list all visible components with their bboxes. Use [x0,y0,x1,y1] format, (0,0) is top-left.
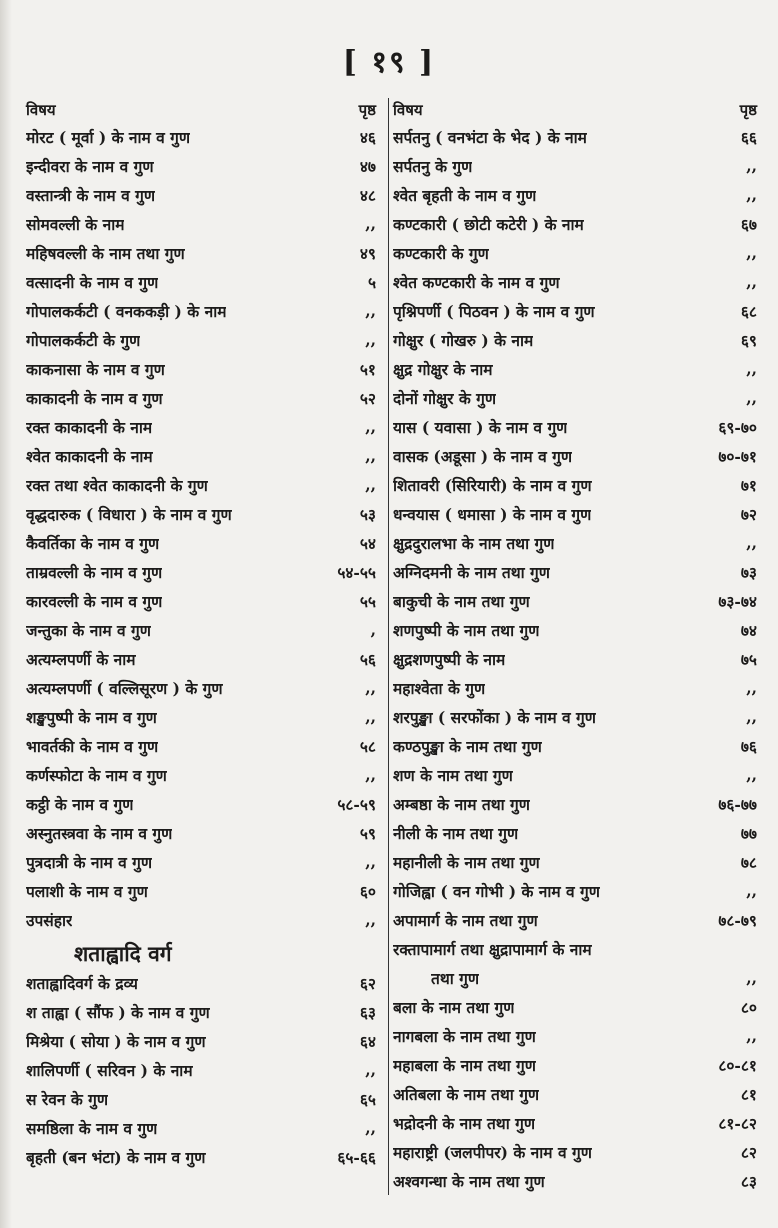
entry-title: यास ( यवासा ) के नाम व गुण [393,417,568,437]
entry-page: ६८ [740,301,757,321]
entry-page: ,, [365,910,376,929]
entry-title: बाकुची के नाम तथा गुण [393,591,530,611]
entry-title: रक्त तथा श्वेत काकादनी के गुण [26,475,208,495]
toc-entry [26,673,376,702]
entry-title: शालिपर्णी ( सरिवन ) के नाम [26,1060,193,1080]
toc-entry [26,557,376,586]
left-entries-top [26,122,376,934]
entry-page: ६४ [359,1031,376,1051]
entry-title: नीली के नाम तथा गुण [393,823,519,843]
entry-title: शरपुङ्खा ( सरफोंका ) के नाम व गुण [393,707,596,727]
entry-title: उपसंहार [26,910,73,930]
entry-page: ६९-७० [718,417,757,437]
entry-page: ,, [746,359,757,378]
toc-entry [26,586,376,615]
entry-title: अतिबला के नाम तथा गुण [393,1084,540,1104]
left-entries-bottom [26,968,376,1171]
toc-entry [26,702,376,731]
entry-title: महाराष्ट्री (जलपीपर) के नाम व गुण [393,1142,592,1162]
toc-entry [393,586,757,615]
entry-page: ७४ [740,620,757,640]
right-column [388,98,757,1195]
toc-entry [393,151,757,180]
entry-page: ६९ [740,330,757,350]
toc-entry [26,209,376,238]
toc-entry [393,847,757,876]
entry-page: ५६ [359,649,376,669]
toc-entry [26,354,376,383]
entry-title: कण्ठपुङ्खा के नाम तथा गुण [393,736,542,756]
entry-title: वस्तान्त्री के नाम व गुण [26,185,156,205]
entry-title: तथा गुण [431,968,480,988]
entry-title: अग्निदमनी के नाम तथा गुण [393,562,550,582]
toc-entry [393,354,757,383]
entry-title: क्षुद्र गोक्षुर के नाम [393,359,493,379]
entry-page: ८०-८१ [718,1055,757,1075]
entry-title: जन्तुका के नाम व गुण [26,620,151,640]
toc-entry [393,122,757,151]
toc-entry [393,383,757,412]
entry-title: सोमवल्ली के नाम [26,214,125,234]
entry-page: ७६-७७ [718,794,757,814]
toc-entry [26,470,376,499]
toc-entry [26,876,376,905]
toc-entry [393,818,757,847]
page-number: [ १९ ] [342,45,436,80]
entry-page: ४९ [359,243,376,263]
entry-page: ७६ [740,736,757,756]
entry-page: ८१-८२ [718,1113,757,1133]
entry-title: श्वेत कण्टकारी के नाम व गुण [393,272,560,292]
entry-page: ७५ [740,649,757,669]
entry-page: ४८ [359,185,376,205]
entry-title: स रेवन के गुण [26,1089,109,1109]
entry-page: ,, [365,214,376,233]
entry-page: ७८ [740,852,757,872]
entry-page: ७३ [740,562,757,582]
toc-entry [393,644,757,673]
entry-page: ,, [746,765,757,784]
entry-title: रक्तापामार्ग तथा क्षुद्रापामार्ग के नाम [393,939,592,959]
entry-title: समष्ठिला के नाम व गुण [26,1118,158,1138]
entry-title: अश्वगन्धा के नाम तथा गुण [393,1171,545,1191]
entry-page: ,, [746,243,757,262]
left-column [26,98,376,1171]
entry-title: श ताह्वा ( सौंफ ) के नाम व गुण [26,1002,210,1022]
entry-title: कण्टकारी के गुण [393,243,489,263]
toc-entry [393,528,757,557]
entry-title: कट्ठी के नाम व गुण [26,794,134,814]
entry-page: ५३ [359,504,376,524]
entry-page: ६० [359,881,376,901]
entry-page: ७८-७९ [718,910,757,930]
entry-title: पलाशी के नाम व गुण [26,881,148,901]
toc-entry [393,441,757,470]
entry-page: ५९ [359,823,376,843]
entry-page: ,, [365,678,376,697]
entry-title: गोजिह्वा ( वन गोभी ) के नाम व गुण [393,881,600,901]
toc-entry [393,673,757,702]
entry-page: ,, [365,765,376,784]
entry-page: ५२ [359,388,376,408]
toc-entry [26,412,376,441]
toc-entry [26,122,376,151]
entry-title: शणपुष्पी के नाम तथा गुण [393,620,540,640]
toc-entry [26,151,376,180]
entry-page: ७१ [740,475,757,495]
entry-title: शण के नाम तथा गुण [393,765,513,785]
toc-entry [393,615,757,644]
toc-entry [26,296,376,325]
toc-entry [26,905,376,934]
entry-page: ,, [746,678,757,697]
right-column-header [393,98,757,120]
entry-title: मिश्रेया ( सोया ) के नाम व गुण [26,1031,206,1051]
entry-title: ताम्रवल्ली के नाम व गुण [26,562,163,582]
toc-entry [26,383,376,412]
entry-title: काकनासा के नाम व गुण [26,359,165,379]
entry-title: रक्त काकादनी के नाम [26,417,153,437]
entry-title: अत्यम्लपर्णी के नाम [26,649,136,669]
toc-entry [26,615,376,644]
toc-entry [393,180,757,209]
entry-page: ८३ [740,1171,757,1191]
entry-page: ,, [365,852,376,871]
entry-title: कण्टकारी ( छोटी कटेरी ) के नाम [393,214,584,234]
toc-entry [393,731,757,760]
toc-entry [26,847,376,876]
entry-page: ,, [365,446,376,465]
subject-heading: विषय [393,101,423,119]
entry-title: श्वेत काकादनी के नाम [26,446,153,466]
entry-page: ५८ [359,736,376,756]
toc-entry [393,992,757,1021]
entry-title: वृद्धदारुक ( विधारा ) के नाम व गुण [26,504,232,524]
toc-entry [393,702,757,731]
entry-page: ,, [746,156,757,175]
entry-title: धन्वयास ( धमासा ) के नाम व गुण [393,504,592,524]
entry-title: बला के नाम तथा गुण [393,997,515,1017]
entry-title: महाश्वेता के गुण [393,678,486,698]
entry-title: महाबला के नाम तथा गुण [393,1055,536,1075]
toc-entry [393,325,757,354]
entry-title: मोरट ( मूर्वा ) के नाम व गुण [26,127,191,147]
toc-entry [26,997,376,1026]
entry-title: गोपालकर्कटी ( वनककड़ी ) के नाम [26,301,227,321]
toc-entry [393,238,757,267]
entry-title: दोनों गोक्षुर के गुण [393,388,497,408]
entry-page: ,, [746,968,757,987]
entry-page: ८२ [740,1142,757,1162]
toc-entry [393,1166,757,1195]
entry-page: ५४ [359,533,376,553]
subject-heading: विषय [26,101,56,119]
entry-page: ६३ [359,1002,376,1022]
page-heading: पृष्ठ [739,101,757,119]
toc-entry [393,905,757,934]
entry-page: ८१ [740,1084,757,1104]
entry-title: कैवर्तिका के नाम व गुण [26,533,160,553]
entry-title: वासक (अडूसा ) के नाम व गुण [393,446,573,466]
entry-page: ४६ [359,127,376,147]
entry-page: ६५-६६ [337,1147,376,1167]
entry-page: ६६ [740,127,757,147]
entry-page: ,, [365,417,376,436]
toc-entry [26,180,376,209]
entry-title: भावर्तकी के नाम व गुण [26,736,159,756]
toc-entry [393,267,757,296]
entry-title: अम्बष्ठा के नाम तथा गुण [393,794,530,814]
toc-entry [393,1137,757,1166]
toc-entry [393,499,757,528]
toc-entry [26,325,376,354]
entry-title: शङ्खपुष्पी के नाम व गुण [26,707,157,727]
toc-entry [26,760,376,789]
entry-title: श्वेत बृहती के नाम व गुण [393,185,537,205]
toc-entry [26,731,376,760]
toc-entry [26,968,376,997]
entry-page: ४७ [359,156,376,176]
left-column-header [26,98,376,120]
toc-entry [393,209,757,238]
toc-entry [393,1021,757,1050]
entry-page: ६२ [359,973,376,993]
entry-title: बृहती (बन भंटा) के नाम व गुण [26,1147,206,1167]
entry-title: भद्रोदनी के नाम तथा गुण [393,1113,536,1133]
toc-entry [26,1113,376,1142]
right-entries [393,122,757,1195]
entry-page: ,, [746,388,757,407]
toc-entry [26,1084,376,1113]
toc-entry [26,1142,376,1171]
toc-entry [393,876,757,905]
toc-entry [393,1050,757,1079]
entry-page: ,, [365,330,376,349]
toc-entry [26,1026,376,1055]
toc-entry [26,789,376,818]
toc-entry [393,557,757,586]
entry-page: ,, [746,881,757,900]
entry-title: सर्पतनु ( वनभंटा के भेद ) के नाम [393,127,587,147]
entry-title: क्षुद्रदुरालभा के नाम तथा गुण [393,533,555,553]
entry-page: ८० [740,997,757,1017]
entry-page: ७३-७४ [718,591,757,611]
entry-page: ७०-७१ [718,446,757,466]
toc-entry [26,267,376,296]
toc-entry [393,789,757,818]
toc-entry [26,499,376,528]
toc-entry [393,1079,757,1108]
entry-title: क्षुद्रशणपुष्पी के नाम [393,649,506,669]
entry-title: कारवल्ली के नाम व गुण [26,591,163,611]
toc-entry [393,934,757,963]
entry-page: ,, [746,707,757,726]
toc-entry [26,528,376,557]
entry-page: ,, [365,1118,376,1137]
entry-title: अत्यम्लपर्णी ( वल्लिसूरण ) के गुण [26,678,223,698]
entry-page: ,, [746,1026,757,1045]
entry-title: नागबला के नाम तथा गुण [393,1026,536,1046]
entry-title: शताह्वादिवर्ग के द्रव्य [26,973,138,993]
entry-page: ,, [746,533,757,552]
entry-title: शितावरी (सिरियारी) के नाम व गुण [393,475,592,495]
toc-entry [26,238,376,267]
toc-entry [393,412,757,441]
entry-title: अपामार्ग के नाम तथा गुण [393,910,538,930]
entry-title: महिषवल्ली के नाम तथा गुण [26,243,185,263]
entry-title: गोपालकर्कटी के गुण [26,330,141,350]
entry-page: ५१ [359,359,376,379]
entry-page: ,, [365,475,376,494]
entry-title: कर्णस्फोटा के नाम व गुण [26,765,167,785]
toc-entry [393,1108,757,1137]
entry-page: ५५ [359,591,376,611]
entry-title: महानीली के नाम तथा गुण [393,852,540,872]
toc-entry [393,963,757,992]
entry-title: काकादनी के नाम व गुण [26,388,163,408]
toc-entry [26,818,376,847]
entry-title: इन्दीवरा के नाम व गुण [26,156,154,176]
page-edge-shadow [0,0,12,1228]
entry-page: ५८-५९ [337,794,376,814]
entry-page: ६५ [359,1089,376,1109]
page-heading: पृष्ठ [358,101,376,119]
entry-page: ,, [746,272,757,291]
section-title: शताह्वादि वर्ग [74,941,172,966]
toc-entry [26,1055,376,1084]
toc-entry [26,644,376,673]
entry-page: ,, [365,1060,376,1079]
entry-title: पृश्निपर्णी ( पिठवन ) के नाम व गुण [393,301,595,321]
entry-page: , [370,620,376,639]
entry-page: ५ [367,272,376,292]
entry-title: पुत्रदात्री के नाम व गुण [26,852,153,872]
entry-page: ६७ [740,214,757,234]
entry-title: अस्नुतस्त्रवा के नाम व गुण [26,823,173,843]
entry-page: ५४-५५ [337,562,376,582]
toc-entry [26,441,376,470]
entry-page: ,, [365,301,376,320]
entry-page: ,, [746,185,757,204]
toc-entry [393,760,757,789]
toc-entry [393,470,757,499]
entry-page: ७७ [740,823,757,843]
toc-entry [393,296,757,325]
entry-title: गोक्षुर ( गोखरु ) के नाम [393,330,534,350]
entry-page: ७२ [740,504,757,524]
entry-title: सर्पतनु के गुण [393,156,473,176]
entry-page: ,, [365,707,376,726]
entry-title: वत्सादनी के नाम व गुण [26,272,159,292]
